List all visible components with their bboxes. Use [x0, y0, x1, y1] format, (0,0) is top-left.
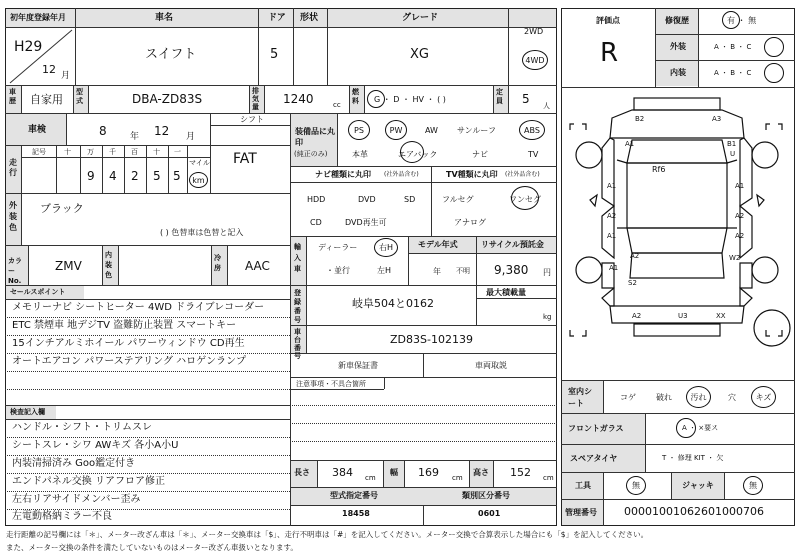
digit-label-6: 一	[174, 148, 181, 156]
tv-label: TV種類に丸印	[446, 170, 498, 179]
cooler-label: 冷房	[214, 254, 221, 272]
recycle-label: リサイクル預託金	[481, 240, 544, 249]
dmg-a1-fl: A1	[625, 140, 635, 148]
fuel-options: G ・ D ・ HV ・ ( )	[374, 95, 446, 104]
sales-line-1: メモリーナビ シートヒーター 4WD ドライブレコーダー	[12, 302, 265, 313]
abs-circle[interactable]	[519, 120, 545, 140]
model-year-unit: 年	[433, 267, 441, 276]
dmg-a2-r2: A2	[735, 232, 745, 240]
warranty: 新車保証書	[338, 361, 378, 370]
inspect-line-4: エンドパネル交換 リアフロア修正	[12, 476, 165, 487]
car-name-label: 車名	[155, 13, 174, 23]
length-value: 384	[332, 466, 353, 479]
digit-2: 4	[109, 169, 117, 183]
equipment-sub: (純正のみ)	[294, 150, 328, 158]
fuel-label: 燃料	[352, 88, 359, 105]
dmg-a2-rr: A2	[632, 312, 642, 320]
drive-4wd: 4WD	[525, 55, 545, 65]
plate-value: 岐阜504と0162	[352, 297, 434, 310]
navi-hdd: HDD	[307, 195, 326, 204]
shape-label: 形状	[300, 13, 319, 23]
class-no: 0601	[478, 509, 501, 518]
dmg-s2: S2	[628, 279, 637, 287]
reg-year-label: 初年度登録年月	[10, 13, 66, 22]
seat-yabure: 破れ	[656, 393, 672, 402]
chassis-label: 車台番号	[294, 328, 301, 360]
pw-circle[interactable]	[385, 120, 407, 140]
rating-value: R	[600, 38, 619, 68]
ps-circle[interactable]	[348, 120, 370, 140]
dmg-a1-r1: A1	[735, 182, 745, 190]
inspect-line-2: シートスレ・シワ AWキズ 各小A小U	[12, 440, 179, 451]
navi-dvd-play: DVD再生可	[345, 218, 387, 227]
digit-1: 9	[87, 169, 95, 183]
import-right: 右H	[378, 243, 393, 252]
dmg-a1-l3: A1	[609, 264, 619, 272]
color-no: ZMV	[55, 259, 82, 273]
type-no-label: 型式指定番号	[330, 491, 378, 500]
car-name: スイフト	[145, 47, 197, 62]
type-no: 18458	[342, 509, 370, 518]
seat-kizu: キズ	[755, 392, 772, 402]
km-label: km	[192, 175, 205, 185]
equip-leather: 本革	[352, 150, 368, 159]
glass-label: フロントガラス	[568, 424, 624, 433]
equip-ps: PS	[354, 125, 364, 135]
digit-3: 2	[131, 169, 139, 183]
repair-label: 修復歴	[665, 16, 689, 25]
category-label: 車歴	[9, 88, 16, 105]
dmg-b1: B1	[727, 140, 737, 148]
jack-circle[interactable]	[743, 476, 763, 495]
width-unit: cm	[452, 474, 463, 482]
capacity-label: 定員	[496, 88, 503, 105]
exterior-grades: A ・ B ・ C	[714, 43, 752, 51]
tv-analog: アナログ	[454, 218, 486, 227]
sales-line-3: 15インチアルミホイール パワーウィンドウ CD再生	[12, 338, 245, 349]
dmg-a2-r1: A2	[735, 212, 745, 220]
max-load-kg: kg	[543, 313, 552, 321]
interior-label: 内装	[670, 68, 686, 77]
interior-c-circle[interactable]	[764, 63, 784, 83]
spare-options: T ・ 修理 KIT ・ 欠	[662, 454, 724, 462]
navi-sd: SD	[404, 195, 416, 204]
reg-year: H29	[14, 39, 43, 55]
dmg-u: U	[730, 150, 736, 158]
digit-label-3: 千	[109, 148, 116, 156]
grade: XG	[410, 47, 429, 62]
interior-color-label: 内装色	[105, 251, 112, 279]
equip-airbag: エアバック	[398, 150, 438, 159]
import-parallel: ・並行	[326, 266, 350, 275]
import-label: 輸入車	[294, 243, 301, 273]
length-unit: cm	[365, 474, 376, 482]
navi-sub: (社外品含む)	[384, 171, 419, 178]
cooler: AAC	[245, 259, 270, 273]
equip-tv: TV	[528, 150, 539, 159]
recycle-yen: 円	[543, 268, 551, 277]
model-label: 型式	[76, 88, 83, 105]
inspection-year: 8	[99, 124, 107, 138]
color-note: ( ) 色替車は色替と記入	[160, 228, 244, 237]
inspect-line-3: 内装清掃済み Goo鑑定付き	[12, 458, 136, 469]
drive-4wd-circle	[522, 50, 548, 70]
color-value: ブラック	[40, 202, 84, 215]
sales-line-2: ETC 禁煙車 地デジTV 盗難防止装置 スマートキー	[12, 320, 237, 331]
model: DBA-ZD83S	[132, 92, 203, 106]
navi-dvd: DVD	[358, 195, 376, 204]
km-circle	[189, 172, 208, 188]
footer-line-2: また、メーター交換の条件を満たしていないものはメーター改ざん車扱いとなります。	[6, 543, 298, 552]
dmg-roof: Rf6	[652, 165, 666, 174]
equip-navi: ナビ	[472, 150, 488, 159]
displacement-label: 排気量	[252, 87, 259, 111]
door-label: ドア	[268, 13, 286, 23]
spare-label: スペアタイヤ	[570, 454, 618, 463]
equip-sunroof: サンルーフ	[457, 126, 496, 135]
tv-oneseg: ワンセグ	[509, 195, 541, 204]
grade-label: グレード	[402, 13, 439, 23]
seat-label: 室内シート	[568, 387, 592, 408]
import-left: 左H	[377, 266, 392, 275]
mgmt-label: 管理番号	[565, 508, 597, 517]
recycle-value: 9,380	[494, 263, 529, 277]
import-dealer: ディーラー	[318, 243, 358, 252]
seat-yogore: 汚れ	[690, 392, 707, 402]
inspection-label: 車検	[28, 125, 47, 135]
dmg-xx: XX	[716, 312, 726, 320]
equip-aw: AW	[425, 126, 438, 135]
width-label: 幅	[390, 468, 398, 477]
digit-label-5: 十	[153, 148, 160, 156]
tools-circle[interactable]	[626, 476, 646, 495]
equipment-label: 装備品に丸印	[295, 127, 335, 147]
inspection-month: 12	[154, 124, 170, 138]
dmg-u3: U3	[678, 312, 688, 320]
exterior-c-circle[interactable]	[764, 37, 784, 57]
color-no-label: カラーNo.	[8, 257, 22, 285]
width-value: 169	[418, 466, 439, 479]
shift-label: シフト	[240, 115, 264, 124]
digit-5: 5	[173, 169, 181, 183]
right-hand-circle[interactable]	[374, 238, 398, 257]
model-year-unknown: 不明	[456, 267, 470, 275]
inspection-year-unit: 年	[130, 132, 140, 142]
navi-cd: CD	[310, 218, 322, 227]
plate-label: 登録番号	[294, 289, 301, 324]
manual: 車両取説	[475, 361, 507, 370]
inspect-line-5: 左右リアサイドメンバー歪み	[12, 494, 141, 505]
reg-month-unit: 月	[61, 71, 71, 81]
dmg-a1-l2: A1	[607, 232, 617, 240]
equip-pw: PW	[389, 125, 403, 135]
doors: 5	[270, 47, 279, 62]
cc-unit: cc	[333, 101, 341, 109]
dmg-a3: A3	[712, 115, 722, 123]
tools-label: 工具	[575, 481, 591, 490]
mileage-label: 走行	[9, 158, 17, 177]
dmg-b2: B2	[635, 115, 645, 123]
inspect-line-1: ハンドル・シフト・トリムスレ	[12, 422, 152, 433]
height-label: 高さ	[473, 468, 489, 477]
color-label: 外装色	[9, 201, 17, 232]
tv-sub: (社外品含む)	[505, 171, 540, 178]
digit-label-1: 十	[64, 148, 71, 156]
reg-month: 12	[42, 63, 56, 76]
category: 自家用	[30, 93, 63, 106]
digit-label-4: 百	[131, 148, 138, 156]
dmg-a1-l1: A1	[607, 182, 617, 190]
class-no-label: 類別区分番号	[462, 491, 510, 500]
mileage-note-label: 記号	[32, 148, 46, 156]
sales-line-4: オートエアコン パワーステアリング ハロゲンランプ	[12, 356, 246, 367]
glass-options: A ・ ×要ス	[682, 424, 719, 432]
seat-ana: 穴	[728, 393, 736, 402]
digit-4: 5	[153, 169, 161, 183]
capacity: 5	[522, 92, 530, 106]
seat-yogore-circle[interactable]	[686, 386, 711, 408]
model-year-label: モデル年式	[418, 240, 458, 249]
repair-options: 有 ・ 無	[727, 16, 757, 25]
dmg-a2-l2: A2	[630, 252, 640, 260]
height-unit: cm	[543, 474, 554, 482]
mile-label: マイル	[189, 159, 210, 167]
mgmt-value: 0000100106260100070​6	[624, 505, 764, 518]
seat-kizu-circle[interactable]	[751, 386, 776, 408]
tv-fullseg: フルセグ	[442, 195, 474, 204]
shift: FAT	[233, 151, 257, 167]
jack-value: 無	[749, 481, 757, 490]
chassis-value: ZD83S-102139	[390, 333, 473, 346]
equip-abs: ABS	[524, 125, 540, 135]
navi-label: ナビ種類に丸印	[315, 170, 371, 179]
interior-grades: A ・ B ・ C	[714, 69, 752, 77]
max-load-label: 最大積載量	[486, 288, 526, 297]
capacity-unit: 人	[543, 102, 550, 110]
inspect-line-6: 左電動格納ミラー不良	[12, 511, 112, 522]
height-value: 152	[510, 466, 531, 479]
inspection-month-unit: 月	[186, 132, 196, 142]
inspect-notes-label: 検査記入欄	[10, 408, 45, 416]
dmg-a2-l1: A2	[607, 212, 617, 220]
length-label: 長さ	[294, 468, 310, 477]
fuel-g-circle	[367, 90, 385, 108]
displacement: 1240	[283, 92, 314, 106]
notice-label: 注意事項・不具合箇所	[296, 380, 366, 388]
sales-label: セールスポイント	[10, 288, 66, 296]
seat-koge: コゲ	[620, 393, 636, 402]
rating-label: 評価点	[596, 16, 620, 25]
dmg-w2: W2	[729, 254, 741, 262]
jack-label: ジャッキ	[682, 481, 714, 490]
car-diagram	[562, 88, 794, 380]
digit-label-2: 万	[87, 148, 94, 156]
drive-2wd: 2WD	[524, 27, 544, 36]
exterior-label: 外装	[670, 42, 686, 51]
footer-line-1: 走行距離の記号欄には「＊」、メーター改ざん車は「＊」、メーター交換車は「$」、走行不明車は「#」を記入してください。メーター交換で合算表示した場合にも「$」を記入してください。	[6, 530, 649, 539]
tools-value: 無	[632, 481, 640, 490]
repair-yes-circle[interactable]	[722, 11, 740, 29]
